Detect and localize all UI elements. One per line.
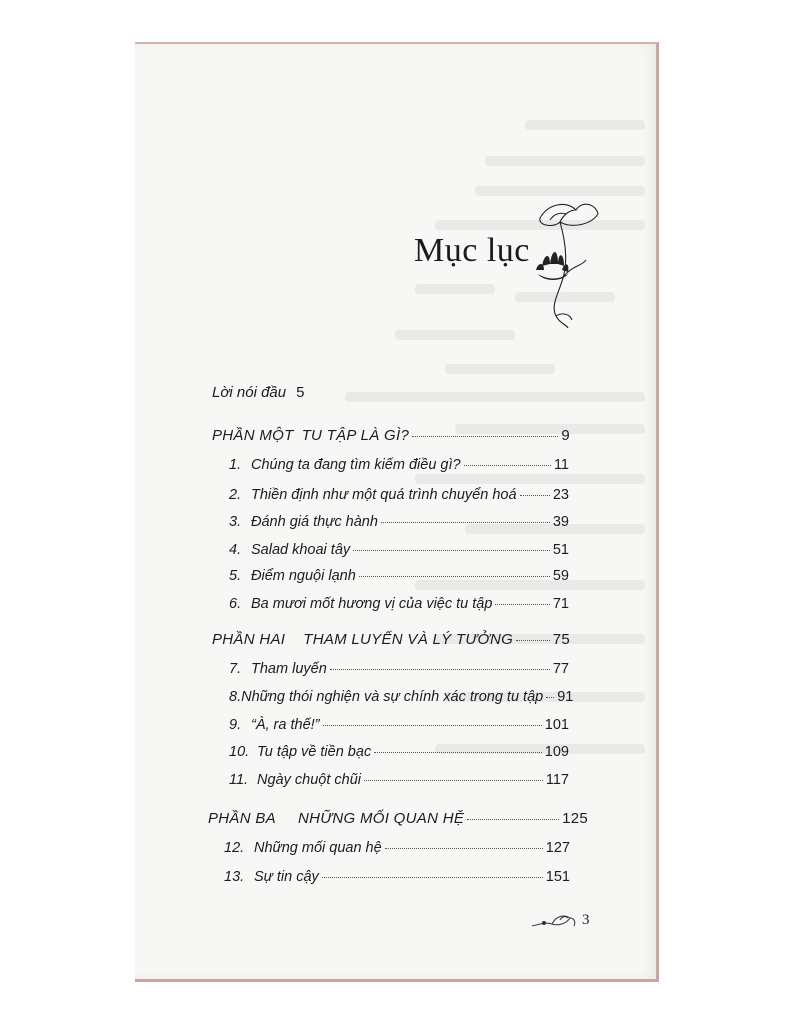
chapter-page: 77 bbox=[552, 661, 569, 677]
part-page: 9 bbox=[561, 427, 570, 444]
dot-leader bbox=[495, 604, 549, 605]
chapter-page: 127 bbox=[545, 840, 570, 856]
chapter-number: 7. bbox=[229, 661, 242, 677]
intro-title: Lời nói đầu bbox=[212, 384, 287, 401]
bleed-through-text bbox=[135, 44, 656, 979]
chapter-number: 10. bbox=[229, 744, 250, 760]
intro-page: 5 bbox=[296, 384, 305, 401]
chapter-page: 23 bbox=[552, 487, 569, 503]
chapter-number: 1. bbox=[229, 457, 242, 473]
toc-part-1[interactable] bbox=[212, 427, 570, 444]
toc-part-3[interactable] bbox=[208, 810, 588, 827]
toc-chapter-6[interactable] bbox=[229, 596, 569, 612]
chapter-title: “À, ra thế!” bbox=[251, 717, 320, 733]
toc-chapter-1[interactable] bbox=[229, 457, 569, 473]
part-title: THAM LUYẾN VÀ LÝ TƯỞNG bbox=[303, 631, 514, 648]
chapter-page: 117 bbox=[545, 772, 569, 788]
dot-leader bbox=[464, 465, 551, 466]
chapter-title: Ba mươi mốt hương vị của việc tu tập bbox=[251, 596, 493, 612]
small-lotus-ornament-icon bbox=[530, 910, 580, 930]
toc-intro-entry[interactable] bbox=[212, 384, 304, 401]
chapter-number: 2. bbox=[229, 487, 242, 503]
chapter-title: Những mối quan hệ bbox=[254, 840, 382, 856]
chapter-title: Chúng ta đang tìm kiếm điều gì? bbox=[251, 457, 461, 473]
chapter-number: 4. bbox=[229, 542, 242, 558]
lotus-flower-icon bbox=[520, 196, 602, 336]
chapter-page: 71 bbox=[552, 596, 569, 612]
toc-chapter-11[interactable] bbox=[229, 772, 569, 788]
chapter-page: 39 bbox=[552, 514, 569, 530]
dot-leader bbox=[359, 576, 550, 577]
chapter-page: 109 bbox=[544, 744, 569, 760]
toc-chapter-3[interactable] bbox=[229, 514, 569, 530]
toc-chapter-13[interactable] bbox=[224, 869, 570, 885]
chapter-title: Đánh giá thực hành bbox=[251, 514, 378, 530]
dot-leader bbox=[467, 819, 559, 820]
chapter-page: 11 bbox=[553, 457, 569, 473]
toc-chapter-8[interactable] bbox=[229, 689, 574, 705]
chapter-title: Sự tin cậy bbox=[254, 869, 319, 885]
part-label: PHẦN BA bbox=[208, 810, 276, 827]
page-number: 3 bbox=[582, 911, 590, 928]
dot-leader bbox=[412, 436, 558, 437]
toc-part-2[interactable] bbox=[212, 631, 570, 648]
page-footer bbox=[530, 910, 590, 930]
part-label: PHẦN HAI bbox=[212, 631, 286, 648]
chapter-number: 12. bbox=[224, 840, 245, 856]
dot-leader bbox=[381, 522, 550, 523]
part-title: TU TẬP LÀ GÌ? bbox=[301, 427, 410, 444]
toc-chapter-4[interactable] bbox=[229, 542, 569, 558]
dot-leader bbox=[322, 877, 543, 878]
chapter-page: 91 bbox=[557, 689, 574, 705]
dot-leader bbox=[385, 848, 543, 849]
dot-leader bbox=[516, 640, 550, 641]
chapter-page: 151 bbox=[545, 869, 570, 885]
toc-chapter-9[interactable] bbox=[229, 717, 569, 733]
chapter-title: Ngày chuột chũi bbox=[257, 772, 361, 788]
chapter-number: 13. bbox=[224, 869, 245, 885]
toc-chapter-12[interactable] bbox=[224, 840, 570, 856]
chapter-number: 6. bbox=[229, 596, 242, 612]
chapter-number: 3. bbox=[229, 514, 242, 530]
chapter-title: Tham luyến bbox=[251, 661, 327, 677]
dot-leader bbox=[323, 725, 542, 726]
chapter-title: Salad khoai tây bbox=[251, 542, 351, 558]
part-page: 75 bbox=[552, 631, 570, 648]
chapter-title: Thiền định như một quá trình chuyển hoá bbox=[251, 487, 517, 503]
toc-chapter-5[interactable] bbox=[229, 568, 569, 584]
part-label: PHẦN MỘT bbox=[212, 427, 294, 444]
chapter-page: 51 bbox=[552, 542, 569, 558]
part-title: NHỮNG MỐI QUAN HỆ bbox=[297, 810, 465, 827]
chapter-title: Tu tập về tiền bạc bbox=[257, 744, 372, 760]
dot-leader bbox=[353, 550, 550, 551]
toc-chapter-7[interactable] bbox=[229, 661, 569, 677]
dot-leader bbox=[520, 495, 550, 496]
chapter-title: Những thói nghiện và sự chính xác trong tu tập bbox=[241, 689, 544, 705]
dot-leader bbox=[374, 752, 542, 753]
chapter-number: 9. bbox=[229, 717, 242, 733]
part-page: 125 bbox=[562, 810, 588, 827]
dot-leader bbox=[330, 669, 550, 670]
chapter-page: 101 bbox=[544, 717, 569, 733]
chapter-number: 8. bbox=[229, 689, 242, 705]
toc-chapter-10[interactable] bbox=[229, 744, 569, 760]
chapter-page: 59 bbox=[552, 568, 569, 584]
page-title: Mục lục bbox=[414, 232, 530, 269]
chapter-number: 11. bbox=[229, 772, 249, 788]
dot-leader bbox=[546, 697, 554, 698]
dot-leader bbox=[364, 780, 543, 781]
chapter-title: Điểm nguội lạnh bbox=[251, 568, 356, 584]
toc-chapter-2[interactable] bbox=[229, 487, 569, 503]
chapter-number: 5. bbox=[229, 568, 242, 584]
